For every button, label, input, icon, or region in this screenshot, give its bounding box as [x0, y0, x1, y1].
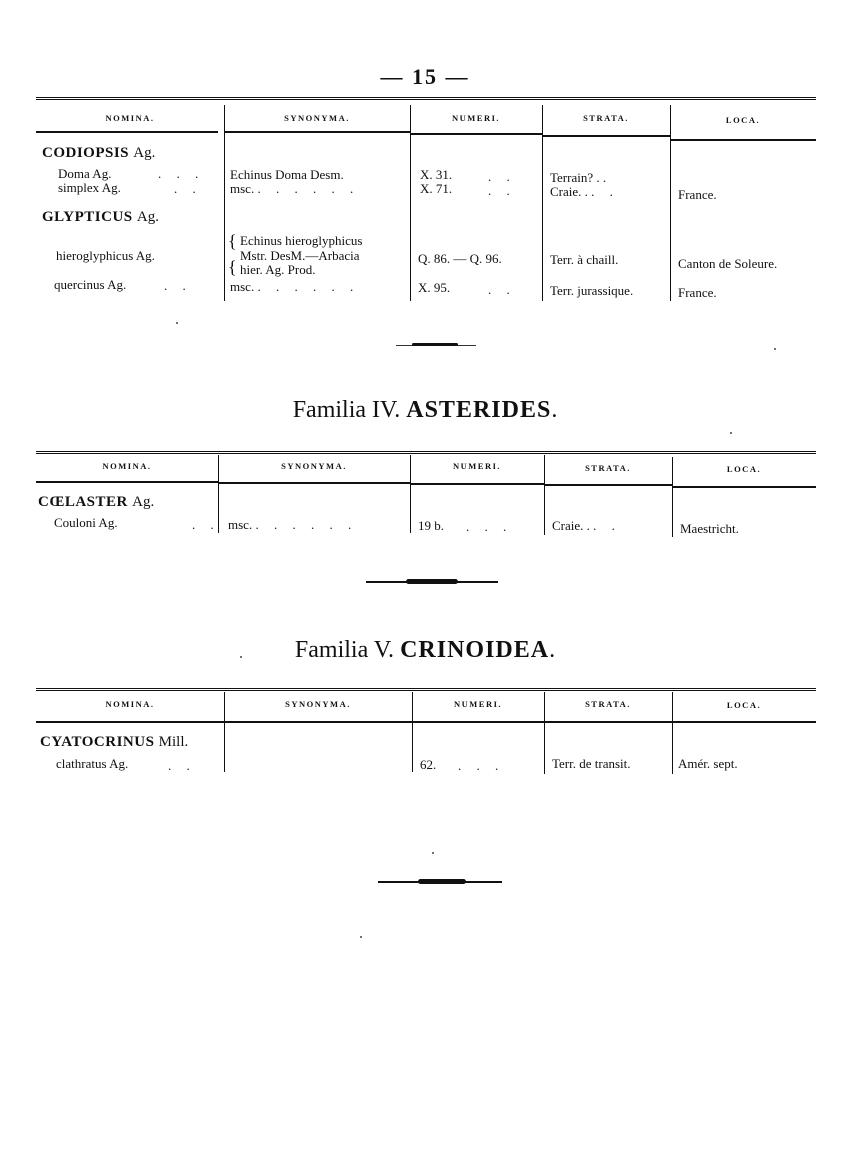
header-rule: [542, 135, 670, 137]
header-strata: STRATA.: [585, 699, 631, 709]
header-loca: LOCA.: [725, 115, 761, 125]
header-rule: [672, 486, 816, 488]
synonym-line: Echinus hieroglyphicus: [240, 233, 363, 248]
synonym: msc. . . . . . .: [228, 517, 358, 532]
numeri: X. 95.: [418, 280, 451, 295]
column-divider: [224, 692, 225, 772]
column-divider: [670, 105, 671, 301]
brace: {: [228, 231, 237, 251]
strata: Terr. de transit.: [552, 756, 631, 771]
leader-dots: . . .: [458, 758, 505, 773]
header-rule: [670, 139, 816, 141]
ornament: [406, 579, 458, 584]
header-rule: [36, 721, 224, 723]
header-loca: LOCA.: [726, 464, 762, 474]
header-rule: [36, 481, 218, 483]
species-name: Couloni Ag.: [54, 515, 118, 530]
header-nomina: NOMINA.: [105, 699, 155, 709]
column-divider: [672, 692, 673, 774]
column-divider: [412, 692, 413, 772]
leader-dots: . .: [174, 181, 202, 196]
loca: Amér. sept.: [678, 756, 738, 771]
strata: Terrain? . .: [550, 170, 607, 185]
family-heading: Familia V. CRINOIDEA.: [294, 637, 556, 663]
numeri: 62.: [420, 757, 437, 772]
table-asterides: [36, 451, 816, 537]
page-number: — 15 —: [380, 64, 470, 89]
header-rule: [410, 483, 544, 485]
speck: [774, 348, 776, 350]
speck: [360, 936, 362, 938]
header-rule: [410, 133, 542, 135]
loca: France.: [678, 187, 717, 202]
ornament: [418, 879, 466, 884]
header-nomina: NOMINA.: [102, 461, 152, 471]
loca: France.: [678, 285, 717, 300]
loca: Canton de Soleure.: [678, 256, 778, 271]
column-divider: [410, 455, 411, 533]
species-name: hieroglyphicus Ag.: [56, 248, 155, 263]
header-numeri: NUMERI.: [453, 699, 503, 709]
synonym: msc. . . . . . .: [230, 181, 360, 196]
header-synonyma: SYNONYMA.: [284, 113, 350, 123]
leader-dots: . .: [488, 169, 516, 184]
header-numeri: NUMERI.: [451, 113, 501, 123]
synonym: Echinus Doma Desm.: [230, 167, 344, 182]
species-name: Doma Ag.: [58, 166, 112, 181]
family-heading: Familia IV. ASTERIDES.: [292, 397, 558, 423]
header-nomina: NOMINA.: [105, 113, 155, 123]
leader-dots: . .: [192, 517, 220, 532]
column-divider: [224, 105, 225, 301]
leader-dots: . .: [488, 183, 516, 198]
table-top-rule: [36, 97, 816, 100]
synonym-line: hier. Ag. Prod.: [240, 262, 316, 277]
speck: [730, 432, 732, 434]
column-divider: [544, 692, 545, 774]
numeri: Q. 86. — Q. 96.: [418, 251, 502, 266]
leader-dots: . .: [164, 278, 192, 293]
numeri: X. 31.: [420, 167, 453, 182]
header-strata: STRATA.: [583, 113, 629, 123]
species-name: quercinus Ag.: [54, 277, 127, 292]
leader-dots: . . .: [158, 166, 205, 181]
genus-name: CŒLASTER Ag.: [38, 494, 155, 510]
genus-name: CODIOPSIS Ag.: [42, 145, 156, 161]
column-divider: [672, 457, 673, 537]
ornament: [412, 343, 458, 346]
header-loca: LOCA.: [726, 700, 762, 710]
numeri: X. 71.: [420, 181, 453, 196]
species-name: simplex Ag.: [58, 180, 121, 195]
header-rule: [36, 131, 218, 133]
header-rule: [544, 721, 672, 723]
leader-dots: . .: [488, 282, 516, 297]
leader-dots: . . .: [466, 519, 513, 534]
speck: [432, 852, 434, 854]
synonym: msc. . . . . . .: [230, 279, 360, 294]
species-name: clathratus Ag.: [56, 756, 129, 771]
strata: Terr. jurassique.: [550, 283, 634, 298]
column-divider: [410, 105, 411, 301]
column-divider: [542, 105, 543, 301]
speck: [240, 656, 242, 658]
header-rule: [218, 482, 410, 484]
table-crinoidea: [36, 688, 816, 778]
leader-dots: . .: [168, 758, 196, 773]
strata: Terr. à chaill.: [550, 252, 619, 267]
header-numeri: NUMERI.: [452, 461, 502, 471]
header-strata: STRATA.: [585, 463, 631, 473]
header-synonyma: SYNONYMA.: [285, 699, 351, 709]
speck: [176, 322, 178, 324]
header-rule: [544, 484, 672, 486]
loca: Maestricht.: [680, 521, 739, 536]
genus-name: CYATOCRINUS Mill.: [40, 734, 189, 750]
table-echinides: [36, 97, 816, 302]
numeri: 19 b.: [418, 518, 444, 533]
header-rule: [412, 721, 544, 723]
header-synonyma: SYNONYMA.: [281, 461, 347, 471]
column-divider: [544, 455, 545, 535]
genus-name: GLYPTICUS Ag.: [42, 209, 159, 225]
synonym-line: Mstr. DesM.—Arbacia: [240, 248, 360, 263]
strata: Craie. . . .: [550, 184, 619, 199]
header-rule: [224, 721, 412, 723]
brace: {: [228, 257, 237, 277]
header-rule: [672, 721, 816, 723]
strata: Craie. . . .: [552, 518, 621, 533]
header-rule: [224, 131, 410, 133]
